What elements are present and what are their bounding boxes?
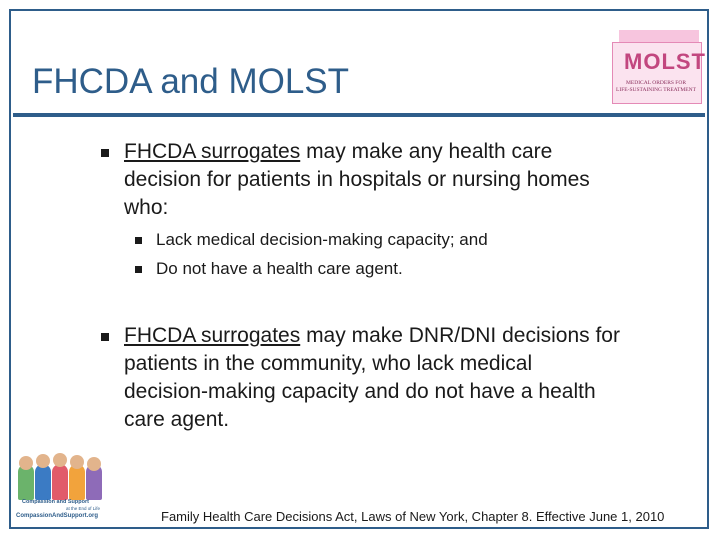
bullet-1-rest: may make any health care decision for patients in hospitals or nursing homes who: — [124, 140, 590, 219]
bullet-2-rest: may make DNR/DNI decisions for patients in the community, who lack medical decision-making capacity and do not have a health care agent. — [124, 324, 620, 431]
bullet-1 — [101, 138, 621, 222]
sub-bullet-1 — [135, 229, 615, 251]
bullet-2-text — [124, 322, 621, 434]
person-head-icon — [70, 455, 84, 469]
molst-logo-word: MOLST — [624, 49, 706, 74]
title-divider — [13, 113, 705, 117]
molst-logo-subtitle-line1: MEDICAL ORDERS FOR — [626, 80, 686, 86]
person-head-icon — [87, 457, 101, 471]
molst-logo-subtitle-line2: LIFE-SUSTAINING TREATMENT — [616, 87, 696, 93]
person-figure-icon — [69, 464, 85, 500]
bullet-2 — [101, 322, 621, 434]
molst-logo-subtitle — [614, 80, 698, 94]
compassion-logo-url: CompassionAndSupport.org — [16, 513, 98, 519]
square-bullet-icon — [101, 149, 109, 157]
person-head-icon — [53, 453, 67, 467]
square-bullet-icon — [101, 333, 109, 341]
person-figure-icon — [52, 464, 68, 500]
compassion-support-logo — [14, 450, 122, 528]
sub-bullet-2 — [135, 258, 615, 280]
compassion-logo-line1: Compassion and Support — [22, 499, 89, 505]
sub-bullet-1-text: Lack medical decision-making capacity; and — [156, 230, 488, 249]
person-figure-icon — [35, 464, 51, 500]
bullet-1-text — [124, 138, 621, 222]
person-head-icon — [19, 456, 33, 470]
square-bullet-icon — [135, 266, 142, 273]
slide-title: FHCDA and MOLST — [32, 62, 350, 101]
footer-citation: Family Health Care Decisions Act, Laws of New York, Chapter 8. Effective June 1, 2010 — [161, 509, 665, 524]
compassion-logo-line2: at the End of Life — [66, 506, 101, 511]
person-head-icon — [36, 454, 50, 468]
bullet-2-lead: FHCDA surrogates — [124, 324, 301, 347]
square-bullet-icon — [135, 237, 142, 244]
molst-logo — [610, 30, 706, 105]
sub-bullet-2-text: Do not have a health care agent. — [156, 259, 403, 278]
bullet-1-lead: FHCDA surrogates — [124, 140, 301, 163]
